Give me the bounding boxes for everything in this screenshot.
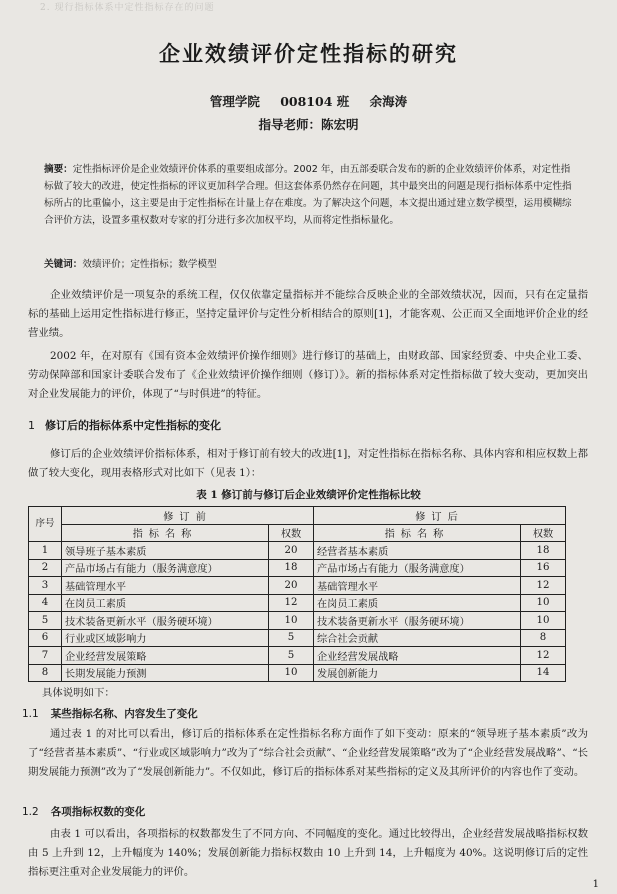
after-weight: 10 — [521, 594, 566, 612]
seq-header: 序号 — [29, 507, 62, 542]
row-number: 2 — [29, 559, 62, 577]
table-row — [29, 542, 566, 560]
section-1-title: 修订后的指标体系中定性指标的变化 — [45, 419, 221, 432]
before-indicator: 行业或区域影响力 — [62, 629, 269, 647]
table-row — [29, 612, 566, 630]
author-class: 008104 班 — [280, 94, 350, 109]
table-followup-text: 具体说明如下： — [42, 687, 115, 699]
before-name-header: 指标名称 — [62, 524, 269, 542]
before-weight: 5 — [269, 629, 314, 647]
table-row — [29, 664, 566, 682]
subsection-1-2-paragraph: 由表 1 可以看出，各项指标的权数都发生了不同方向、不同幅度的变化。通过比较得出，企业经营发展战略指标权数由 5 上升到 12，上升幅度为 140%；发展创新能力指标权数由 10 上升到 14，上升幅度为 40%。这说明修订后的定性指标更注重对企业发展能力的评价。 — [28, 828, 588, 878]
before-weight: 18 — [269, 559, 314, 577]
author-name: 余海涛 — [369, 94, 408, 109]
before-weight: 12 — [269, 594, 314, 612]
subsection-1-1-number: 1.1 — [22, 708, 39, 720]
keywords-text: 效绩评价；定性指标；数学模型 — [82, 259, 217, 270]
after-weight: 12 — [521, 577, 566, 595]
after-header: 修订后 — [314, 507, 566, 525]
section-1-number: 1 — [28, 419, 35, 432]
after-weight: 12 — [521, 647, 566, 665]
after-weight: 18 — [521, 542, 566, 560]
page-number: 1 — [592, 879, 599, 890]
before-weight: 10 — [269, 664, 314, 682]
after-indicator: 经营者基本素质 — [314, 542, 521, 560]
before-indicator: 在岗员工素质 — [62, 594, 269, 612]
abstract-label: 摘要： — [44, 164, 73, 175]
table-row — [29, 577, 566, 595]
after-weight: 8 — [521, 629, 566, 647]
table-row — [29, 559, 566, 577]
keywords-label: 关键词： — [44, 259, 83, 270]
after-weight: 10 — [521, 612, 566, 630]
subsection-1-1-heading — [22, 706, 198, 721]
paper-title: 企业效绩评价定性指标的研究 — [159, 41, 458, 66]
after-indicator: 产品市场占有能力（服务满意度） — [314, 559, 521, 577]
before-indicator: 产品市场占有能力（服务满意度） — [62, 559, 269, 577]
keywords — [44, 256, 574, 270]
before-weight-header: 权数 — [269, 524, 314, 542]
after-weight: 16 — [521, 559, 566, 577]
before-indicator: 企业经营发展策略 — [62, 647, 269, 665]
table-row — [29, 594, 566, 612]
subsection-1-1-paragraph: 通过表 1 的对比可以看出，修订后的指标体系在定性指标名称方面作了如下变动：原来的“领导班子基本素质”改为了“经营者基本素质”、“行业或区域影响力”改为了“综合社会贡献”、“企业经营发展策略”改为了“企业经营发展战略”、“长期发展能力预测”改为了“发展创新能力”。不仅如此，修订后的指标体系对某些指标的定义及其所评价的内容也作了变动。 — [28, 728, 588, 778]
section-1-heading — [28, 417, 221, 433]
table-header-row-1 — [29, 507, 566, 525]
row-number: 1 — [29, 542, 62, 560]
abstract-text: 定性指标评价是企业效绩评价体系的重要组成部分。2002 年，由五部委联合发布的新的企业效绩评价体系，对定性指标做了较大的改进，使定性指标的评议更加科学合理。但这套体系仍然存在问题，其中最突出的问题是现行指标体系中定性指标所占的比重偏小，这主要是由于定性指标在计量上存在难度。为了解决这个问题，本文提出通过建立数学模型，运用模糊综合评价方法，设置多重权数对专家的打分进行多次加权平均，从而将定性指标量化。 — [44, 164, 572, 226]
after-indicator: 综合社会贡献 — [314, 629, 521, 647]
before-weight: 20 — [269, 577, 314, 595]
after-weight-header: 权数 — [521, 524, 566, 542]
before-header: 修订前 — [62, 507, 314, 525]
after-name-header: 指标名称 — [314, 524, 521, 542]
author-line — [0, 92, 617, 110]
row-number: 5 — [29, 612, 62, 630]
intro-paragraph-2: 2002 年，在对原有《国有资本金效绩评价操作细则》进行修订的基础上，由财政部、国家经贸委、中央企业工委、劳动保障部和国家计委联合发布了《企业效绩评价操作细则（修订）》。新的指标体系对定性指标做了较大变动，更加突出对企业发展能力的评价，体现了“与时俱进”的特征。 — [28, 350, 588, 400]
table-row — [29, 629, 566, 647]
row-number: 6 — [29, 629, 62, 647]
after-indicator: 发展创新能力 — [314, 664, 521, 682]
row-number: 3 — [29, 577, 62, 595]
intro-paragraph-1: 企业效绩评价是一项复杂的系统工程，仅仅依靠定量指标并不能综合反映企业的全部效绩状况，因而，只有在定量指标的基础上运用定性指标进行修正，坚持定量评价与定性分析相结合的原则[1]，才能客观、公正而又全面地评价企业的经营业绩。 — [28, 289, 588, 339]
row-number: 4 — [29, 594, 62, 612]
after-indicator: 在岗员工素质 — [314, 594, 521, 612]
after-indicator: 技术装备更新水平（服务硬环境） — [314, 612, 521, 630]
advisor-line: 指导老师：陈宏明 — [258, 117, 359, 132]
section-1-paragraph: 修订后的企业效绩评价指标体系，相对于修订前有较大的改进[1]，对定性指标在指标名称、具体内容和相应权数上都做了较大变化，现用表格形式对比如下（见表 1）： — [28, 448, 588, 479]
comparison-table — [28, 506, 566, 682]
before-indicator: 技术装备更新水平（服务硬环境） — [62, 612, 269, 630]
abstract — [44, 161, 574, 229]
table-caption: 表 1 修订前与修订后企业效绩评价定性指标比较 — [196, 489, 421, 501]
table-header-row-2 — [29, 524, 566, 542]
subsection-1-2-title: 各项指标权数的变化 — [50, 806, 146, 818]
author-school: 管理学院 — [209, 94, 260, 109]
after-weight: 14 — [521, 664, 566, 682]
before-weight: 5 — [269, 647, 314, 665]
subsection-1-1-title: 某些指标名称、内容发生了变化 — [50, 708, 198, 720]
after-indicator: 基础管理水平 — [314, 577, 521, 595]
before-weight: 20 — [269, 542, 314, 560]
row-number: 7 — [29, 647, 62, 665]
after-indicator: 企业经营发展战略 — [314, 647, 521, 665]
table-row — [29, 647, 566, 665]
bleed-through-text: 2. 现行指标体系中定性指标存在的问题 — [40, 3, 215, 13]
subsection-1-2-number: 1.2 — [22, 806, 39, 818]
row-number: 8 — [29, 664, 62, 682]
before-weight: 10 — [269, 612, 314, 630]
before-indicator: 领导班子基本素质 — [62, 542, 269, 560]
before-indicator: 基础管理水平 — [62, 577, 269, 595]
subsection-1-2-heading — [22, 804, 145, 819]
before-indicator: 长期发展能力预测 — [62, 664, 269, 682]
